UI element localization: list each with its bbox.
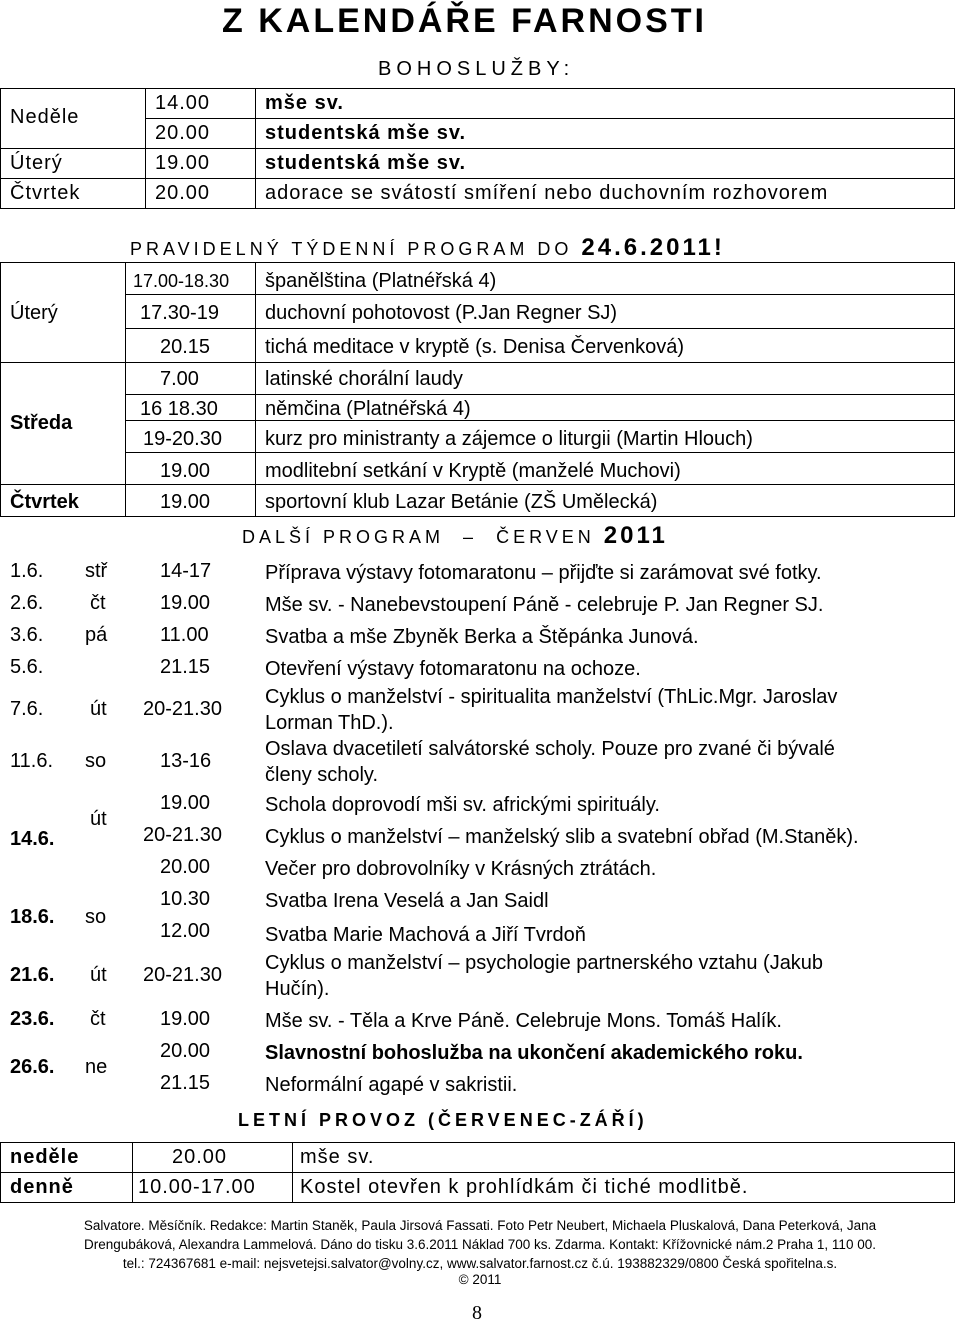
event-text: Cyklus o manželství - spiritualita manželství (ThLic.Mgr. Jaroslav [265,686,838,708]
weekly-time: 19-20.30 [143,428,222,450]
event-day: út [90,698,107,720]
event-date: 7.6. [10,698,44,720]
event-time: 20-21.30 [143,698,222,720]
event-text: Svatba Marie Machová a Jiří Tvrdoň [265,924,586,946]
june-heading-month: ČERVEN [496,527,595,547]
summer-time: 20.00 [172,1146,228,1168]
event-date: 26.6. [10,1056,55,1078]
weekly-day-thursday: Čtvrtek [10,491,79,513]
event-text: Slavnostní bohoslužba na ukončení akademického roku. [265,1042,803,1064]
june-heading-prefix: DALŠÍ PROGRAM [242,527,445,547]
weekly-text: sportovní klub Lazar Betánie (ZŠ Umělecká) [265,491,658,513]
summer-heading: LETNÍ PROVOZ (ČERVENEC-ZÁŘÍ) [238,1110,648,1130]
summer-text: mše sv. [300,1146,375,1168]
summer-day: denně [10,1176,74,1198]
event-day: pá [85,624,108,646]
event-time: 19.00 [160,1008,211,1030]
weekly-time: 19.00 [160,460,211,482]
service-day-thursday: Čtvrtek [10,182,81,204]
weekly-text: němčina (Platnéřská 4) [265,398,471,420]
footer-line: tel.: 724367681 e-mail: nejsvetejsi.salvator@volny.cz, www.salvator.farnost.cz č.ú. 193882329/0800 Česká spořitelna.s. [122,1256,838,1271]
weekly-text: modlitební setkání v Kryptě (manželé Muchovi) [265,460,681,482]
event-text: Příprava výstavy fotomaratonu – přijďte si zarámovat své fotky. [265,562,822,584]
footer-line: Drengubáková, Alexandra Lammelová. Dáno do tisku 3.6.2011 Náklad 700 ks. Zdarma. Kontakt: Křížovnické nám.2 Praha 1, 110 00. [84,1237,876,1252]
event-date: 1.6. [10,560,44,582]
weekly-heading-prefix: PRAVIDELNÝ TÝDENNÍ PROGRAM DO [130,239,573,259]
event-day: stř [85,560,108,582]
summer-text: Kostel otevřen k prohlídkám či tiché modlitbě. [300,1176,749,1198]
event-text: Večer pro dobrovolníky v Krásných ztrátách. [265,858,657,880]
event-text: Neformální agapé v sakristii. [265,1074,518,1096]
event-text-continued: Lorman ThD.). [265,712,394,734]
event-time: 13-16 [160,750,212,772]
event-text: Oslava dvacetiletí salvátorské scholy. Pouze pro zvané či bývalé [265,738,835,760]
event-time: 21.15 [160,1072,211,1094]
event-date: 23.6. [10,1008,55,1030]
weekly-text: tichá meditace v kryptě (s. Denisa Červenková) [265,336,685,358]
weekly-time: 19.00 [160,491,211,513]
june-heading-year: 2011 [603,522,668,549]
weekly-day-tuesday: Úterý [10,302,58,324]
event-time: 14-17 [160,560,212,582]
event-time: 12.00 [160,920,211,942]
weekly-heading [130,234,725,262]
footer-line: Salvatore. Měsíčník. Redakce: Martin Staněk, Paula Jirsová Fassati. Foto Petr Neubert, Michaela Pluskalová, Dana Peterková, Jana [83,1218,877,1233]
weekly-text: latinské chorální laudy [265,368,463,390]
event-time: 11.00 [160,624,209,646]
summer-time: 10.00-17.00 [138,1176,256,1198]
service-time: 19.00 [155,152,211,174]
event-day: čt [90,592,106,614]
event-time: 21.15 [160,656,211,678]
service-time: 20.00 [155,122,211,144]
event-text: Schola doprovodí mši sv. africkými spirituály. [265,794,660,816]
event-time: 20.00 [160,856,211,878]
event-day: ne [85,1056,108,1078]
event-time: 19.00 [160,592,211,614]
event-time: 20-21.30 [143,824,222,846]
event-date: 21.6. [10,964,55,986]
event-date: 18.6. [10,906,55,928]
event-text: Otevření výstavy fotomaratonu na ochoze. [265,658,641,680]
weekly-day-wednesday: Středa [10,412,73,434]
service-time: 14.00 [155,92,211,114]
event-time: 20-21.30 [143,964,222,986]
event-day: út [90,964,107,986]
service-text: mše sv. [265,92,344,114]
event-text-continued: Hučín). [265,978,330,1000]
weekly-heading-date: 24.6.2011! [581,234,725,261]
weekly-time: 7.00 [160,368,199,390]
footer-copyright: © 2011 [458,1272,502,1287]
event-text: Cyklus o manželství – psychologie partnerského vztahu (Jakub [265,952,824,974]
event-time: 20.00 [160,1040,211,1062]
weekly-text: kurz pro ministranty a zájemce o liturgii (Martin Hlouch) [265,428,753,450]
june-heading-dash: – [463,527,478,547]
summer-day: neděle [10,1146,80,1168]
event-text-continued: členy scholy. [265,764,379,786]
service-text: adorace se svátostí smíření nebo duchovním rozhovorem [265,182,829,204]
event-text: Svatba a mše Zbyněk Berka a Štěpánka Junová. [265,626,699,648]
weekly-time: 20.15 [160,336,211,358]
event-text: Cyklus o manželství – manželský slib a svatební obřad (M.Staněk). [265,826,859,848]
service-time: 20.00 [155,182,211,204]
event-date: 14.6. [10,828,55,850]
event-date: 5.6. [10,656,44,678]
event-text: Mše sv. - Těla a Krve Páně. Celebruje Mons. Tomáš Halík. [265,1010,782,1032]
event-day: út [90,808,107,830]
event-time: 19.00 [160,792,211,814]
event-date: 2.6. [10,592,44,614]
page-number: 8 [472,1302,482,1324]
event-text: Mše sv. - Nanebevstoupení Páně - celebruje P. Jan Regner SJ. [265,594,824,616]
june-heading [242,522,668,550]
page-title: Z KALENDÁŘE FARNOSTI [222,2,707,40]
service-text: studentská mše sv. [265,122,467,144]
service-text: studentská mše sv. [265,152,467,174]
event-time: 10.30 [160,888,211,910]
event-date: 11.6. [10,750,53,772]
event-day: so [85,750,107,772]
weekly-time: 17.00-18.30 [133,271,230,291]
services-heading: BOHOSLUŽBY: [378,58,575,80]
weekly-time: 16 18.30 [140,398,218,420]
weekly-text: duchovní pohotovost (P.Jan Regner SJ) [265,302,618,324]
service-day-tuesday: Úterý [10,152,63,174]
event-day: čt [90,1008,106,1030]
weekly-time: 17.30-19 [140,302,219,324]
service-day-sunday: Neděle [10,106,80,128]
event-day: so [85,906,107,928]
event-date: 3.6. [10,624,44,646]
weekly-text: španělština (Platnéřská 4) [265,270,497,292]
event-text: Svatba Irena Veselá a Jan Saidl [265,890,549,912]
